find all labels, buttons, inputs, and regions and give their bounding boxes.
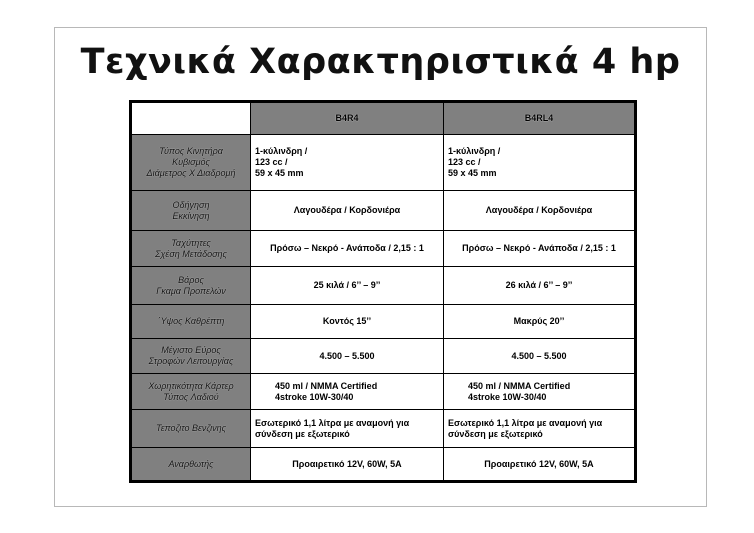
row-label: Χωρητικότητα Κάρτερ Τύπος Λαδιού [131,374,251,410]
cell-b4r4: Πρόσω – Νεκρό - Ανάποδα / 2,15 : 1 [251,231,444,267]
row-label: Τύπος Κινητήρα Κυβισμός Διάμετρος Χ Διαδρομή [131,135,251,191]
cell-b4rl4: Εσωτερικό 1,1 λίτρα με αναμονή για σύνδεση με εξωτερικό [444,410,636,448]
cell-b4r4: 450 ml / NMMA Certified 4stroke 10W-30/40 [251,374,444,410]
table-row [131,410,636,448]
cell-b4rl4: 1-κύλινδρη / 123 cc / 59 x 45 mm [444,135,636,191]
table-row [131,448,636,482]
cell-b4rl4: Μακρύς 20’’ [444,305,636,339]
row-label: ΄Υψος Καθρέπτη [131,305,251,339]
row-label: Μέγιστο Εύρος Στροφών Λειτουργίας [131,339,251,374]
row-label: Οδήγηση Εκκίνηση [131,191,251,231]
table-row [131,191,636,231]
slide [54,27,707,507]
row-label: Βάρος Γκαμα Προπελών [131,267,251,305]
page-title: Τεχνικά Χαρακτηριστικά 4 hp [80,42,681,82]
table-row [131,339,636,374]
cell-b4r4: Κοντός 15’’ [251,305,444,339]
header-row [131,102,636,135]
cell-b4rl4: 4.500 – 5.500 [444,339,636,374]
cell-b4r4: 25 κιλά / 6’’ – 9’’ [251,267,444,305]
cell-b4rl4: 26 κιλά / 6’’ – 9’’ [444,267,636,305]
table-row [131,135,636,191]
table-row [131,267,636,305]
model-header-b4rl4: B4RL4 [444,102,636,135]
cell-b4r4: 1-κύλινδρη / 123 cc / 59 x 45 mm [251,135,444,191]
table-row [131,231,636,267]
spec-table [129,100,637,483]
cell-b4rl4: 450 ml / NMMA Certified 4stroke 10W-30/40 [444,374,636,410]
table-row [131,374,636,410]
cell-b4rl4: Λαγουδέρα / Κορδονιέρα [444,191,636,231]
row-label: Αναρθωτής [131,448,251,482]
cell-b4r4: Λαγουδέρα / Κορδονιέρα [251,191,444,231]
cell-b4rl4: Προαιρετικό 12V, 60W, 5A [444,448,636,482]
corner-cell [131,102,251,135]
cell-b4r4: 4.500 – 5.500 [251,339,444,374]
row-label: Ταχύτητες Σχέση Μετάδοσης [131,231,251,267]
model-header-b4r4: B4R4 [251,102,444,135]
table-row [131,305,636,339]
cell-b4r4: Εσωτερικό 1,1 λίτρα με αναμονή για σύνδεση με εξωτερικό [251,410,444,448]
cell-b4rl4: Πρόσω – Νεκρό - Ανάποδα / 2,15 : 1 [444,231,636,267]
cell-b4r4: Προαιρετικό 12V, 60W, 5A [251,448,444,482]
row-label: Τεποζιτο Βενζινης [131,410,251,448]
